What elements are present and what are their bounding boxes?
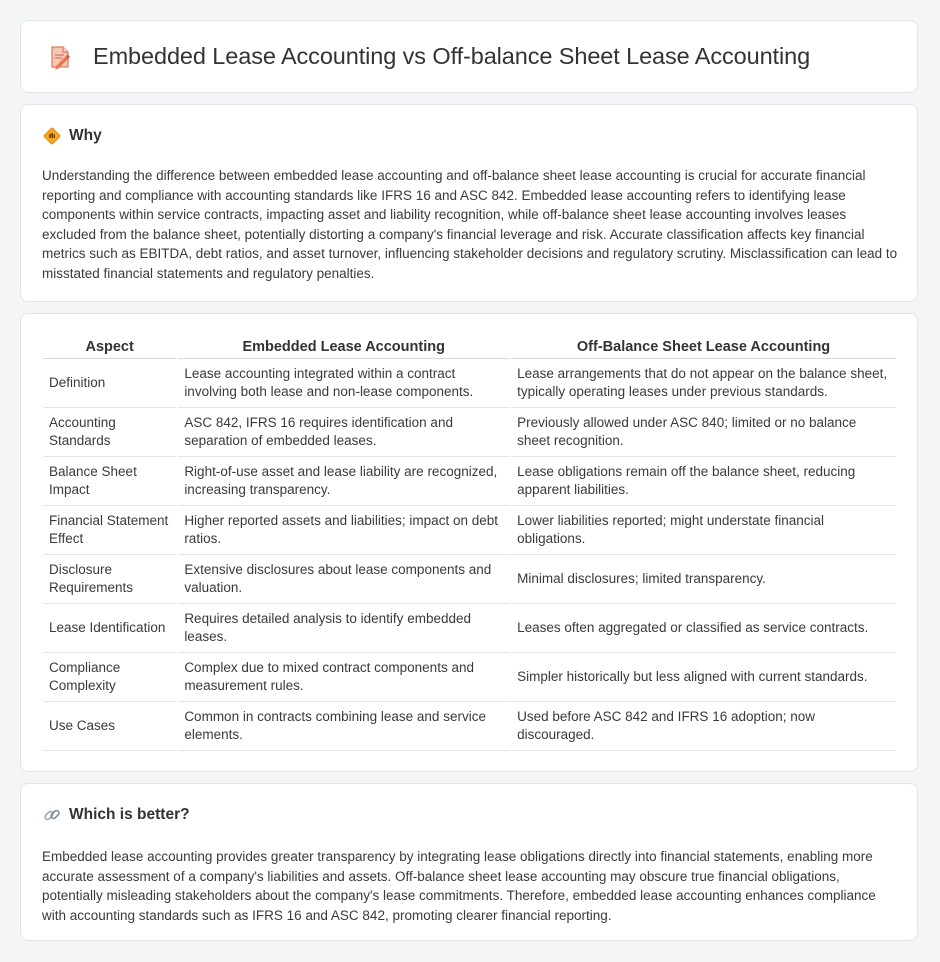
off-balance-cell: Lower liabilities reported; might understate financial obligations. bbox=[511, 506, 896, 555]
aspect-cell: Disclosure Requirements bbox=[43, 555, 176, 604]
why-section bbox=[20, 104, 918, 302]
why-body: Understanding the difference between embedded lease accounting and off-balance sheet lease accounting is crucial for accurate financial reporting and compliance with accounting standards like IFRS 16 and ASC 842. Embedded lease accounting refers to identifying lease components within service contracts, impacting asset and liability recognition, while off-balance sheet lease accounting involves leases excluded from the balance sheet, potentially distorting a company's financial leverage and risk. Accurate classification affects key financial metrics such as EBITDA, debt ratios, and asset turnover, influencing stakeholder decisions and regulatory scrutiny. Misclassification can lead to misstated financial statements and regulatory penalties. bbox=[42, 168, 898, 281]
embedded-cell: Right-of-use asset and lease liability are recognized, increasing transparency. bbox=[178, 457, 509, 506]
document-pen-icon bbox=[47, 44, 73, 70]
table-row bbox=[43, 408, 896, 457]
off-balance-cell: Lease obligations remain off the balance sheet, reducing apparent liabilities. bbox=[511, 457, 896, 506]
header-off-balance: Off-Balance Sheet Lease Accounting bbox=[511, 336, 896, 359]
why-title: Why bbox=[69, 127, 102, 144]
off-balance-cell: Minimal disclosures; limited transparency. bbox=[511, 555, 896, 604]
table-row bbox=[43, 555, 896, 604]
table-row bbox=[43, 359, 896, 408]
aspect-cell: Compliance Complexity bbox=[43, 653, 176, 702]
embedded-cell: Extensive disclosures about lease components and valuation. bbox=[178, 555, 509, 604]
embedded-cell: Requires detailed analysis to identify embedded leases. bbox=[178, 604, 509, 653]
table-header-row bbox=[43, 336, 896, 359]
table-row bbox=[43, 457, 896, 506]
aspect-cell: Definition bbox=[43, 359, 176, 408]
aspect-cell: Financial Statement Effect bbox=[43, 506, 176, 555]
aspect-cell: Lease Identification bbox=[43, 604, 176, 653]
title-row bbox=[47, 43, 810, 70]
aspect-cell: Use Cases bbox=[43, 702, 176, 751]
header-embedded: Embedded Lease Accounting bbox=[178, 336, 509, 359]
why-heading bbox=[43, 127, 102, 145]
header-aspect: Aspect bbox=[43, 336, 176, 359]
off-balance-cell: Previously allowed under ASC 840; limited or no balance sheet recognition. bbox=[511, 408, 896, 457]
aspect-cell: Accounting Standards bbox=[43, 408, 176, 457]
page-title: Embedded Lease Accounting vs Off-balance Sheet Lease Accounting bbox=[93, 43, 811, 69]
header-card bbox=[20, 20, 918, 93]
comparison-table bbox=[41, 336, 898, 751]
better-heading bbox=[43, 806, 190, 824]
embedded-cell: Lease accounting integrated within a contract involving both lease and non-lease components. bbox=[178, 359, 509, 408]
off-balance-cell: Leases often aggregated or classified as service contracts. bbox=[511, 604, 896, 653]
better-title: Which is better? bbox=[69, 806, 190, 823]
diamond-sign-icon bbox=[43, 127, 61, 145]
embedded-cell: Complex due to mixed contract components and measurement rules. bbox=[178, 653, 509, 702]
table-row bbox=[43, 653, 896, 702]
which-is-better-section bbox=[20, 783, 918, 941]
embedded-cell: Higher reported assets and liabilities; impact on debt ratios. bbox=[178, 506, 509, 555]
embedded-cell: Common in contracts combining lease and service elements. bbox=[178, 702, 509, 751]
embedded-cell: ASC 842, IFRS 16 requires identification and separation of embedded leases. bbox=[178, 408, 509, 457]
table-row bbox=[43, 604, 896, 653]
off-balance-cell: Simpler historically but less aligned with current standards. bbox=[511, 653, 896, 702]
off-balance-cell: Used before ASC 842 and IFRS 16 adoption; now discouraged. bbox=[511, 702, 896, 751]
better-body: Embedded lease accounting provides greater transparency by integrating lease obligations directly into financial statements, enabling more accurate assessment of a company's liabilities and assets. Off-balance sheet lease accounting may obscure true financial obligations, potentially misleading stakeholders about the company's lease commitments. Therefore, embedded lease accounting enhances compliance with accounting standards such as IFRS 16 and ASC 842, promoting clearer financial reporting. bbox=[42, 849, 876, 923]
table-row bbox=[43, 702, 896, 751]
link-icon bbox=[43, 806, 61, 824]
comparison-section bbox=[20, 313, 918, 772]
table-row bbox=[43, 506, 896, 555]
off-balance-cell: Lease arrangements that do not appear on the balance sheet, typically operating leases under previous standards. bbox=[511, 359, 896, 408]
aspect-cell: Balance Sheet Impact bbox=[43, 457, 176, 506]
